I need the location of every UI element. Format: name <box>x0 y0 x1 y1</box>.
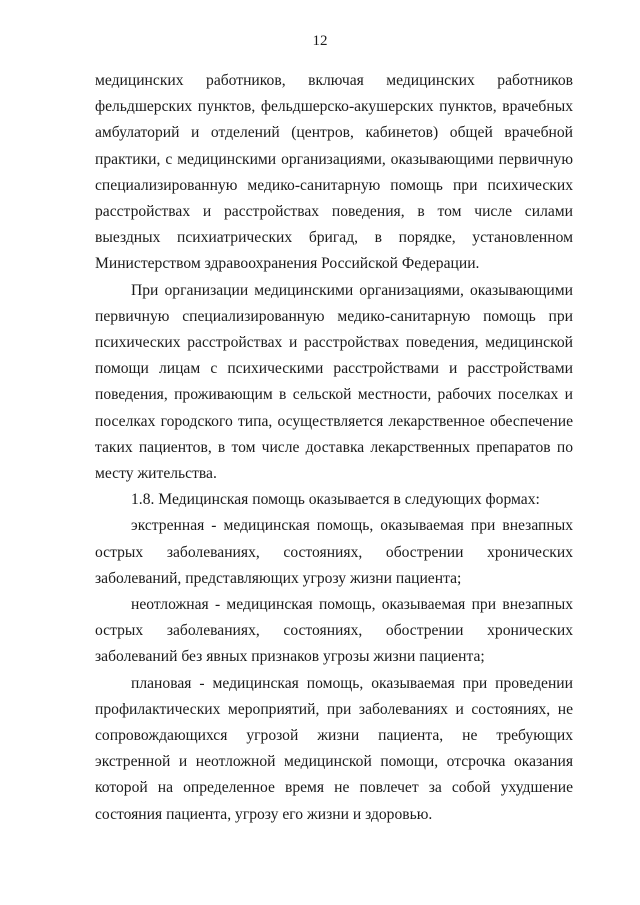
document-body <box>95 68 573 828</box>
paragraph-rural-drug-provision: При организации медицинскими организациями, оказывающими первичную специализированную медико-санитарную помощь при психических расстройствах и расстройствах поведения, медицинской помощи лицам с психическими расстройствами и расстройствами поведения, проживающим в сельской местности, рабочих поселках и поселках городского типа, осуществляется лекарственное обеспечение таких пациентов, в том числе доставка лекарственных препаратов по месту жительства. <box>95 281 573 483</box>
page-number: 12 <box>312 33 328 49</box>
paragraph-continuation: медицинских работников, включая медицинских работников фельдшерских пунктов, фельдшерско-акушерских пунктов, врачебных амбулаторий и отделений (центров, кабинетов) общей врачебной практики, с медицинскими организациями, оказывающими первичную специализированную медико-санитарную помощь при психических расстройствах и расстройствах поведения, в том числе силами выездных психиатрических бригад, в порядке, установленном Министерством здравоохранения Российской Федерации. <box>95 72 573 273</box>
paragraph-planned-form: плановая - медицинская помощь, оказываемая при проведении профилактических мероприятий, при заболеваниях и состояниях, не сопровождающихся угрозой жизни пациента, не требующих экстренной и неотложной медицинской помощи, отсрочка оказания которой на определенное время не повлечет за собой ухудшение состояния пациента, угрозу его жизни и здоровью. <box>95 674 573 823</box>
paragraph-urgent-form: неотложная - медицинская помощь, оказываемая при внезапных острых заболеваниях, состояниях, обострении хронических заболеваний без явных признаков угрозы жизни пациента; <box>95 596 573 666</box>
paragraph-forms-heading: 1.8. Медицинская помощь оказывается в следующих формах: <box>131 491 540 509</box>
paragraph-emergency-form: экстренная - медицинская помощь, оказываемая при внезапных острых заболеваниях, состояниях, обострении хронических заболеваний, представляющих угрозу жизни пациента; <box>95 517 573 587</box>
